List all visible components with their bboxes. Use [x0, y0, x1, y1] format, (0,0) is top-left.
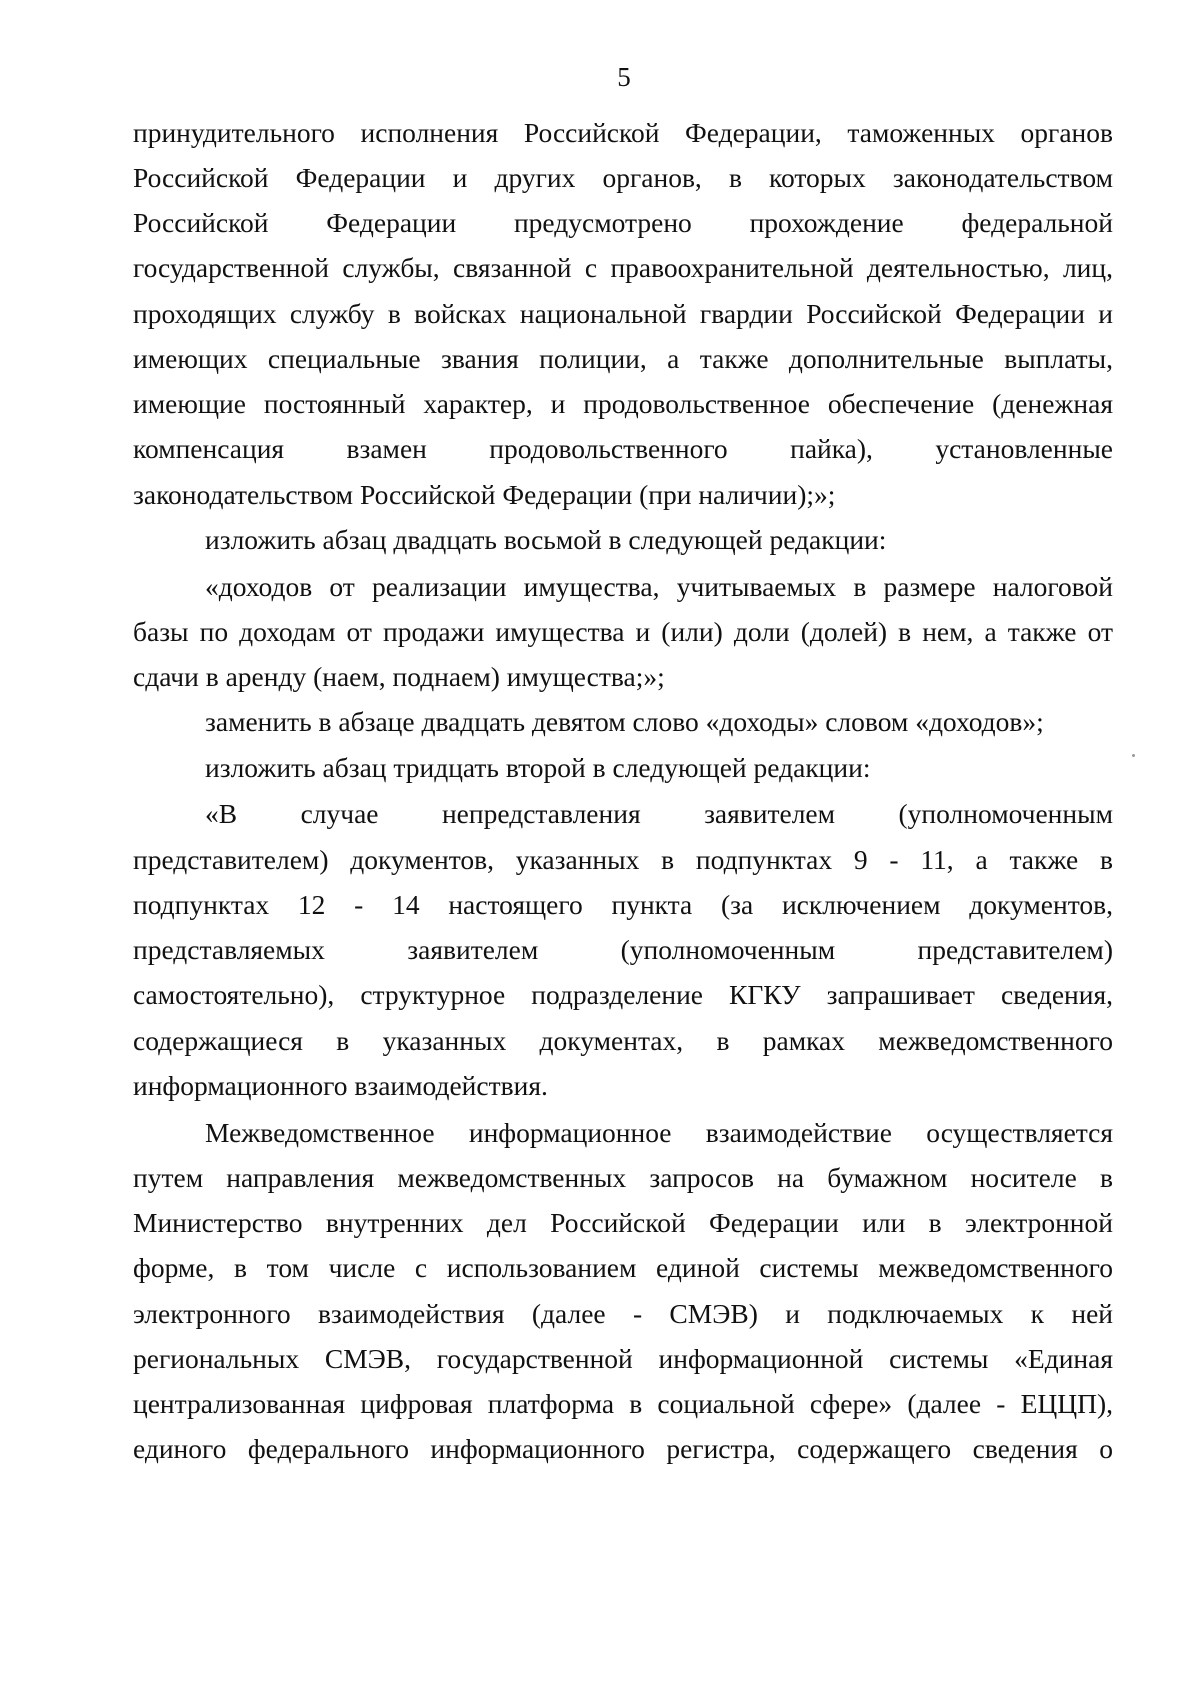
text-line: имеющие постоянный характер, и продовольственное обеспечение (денежная — [133, 388, 1113, 419]
text-line: проходящих службу в войсках национальной гвардии Российской Федерации и — [133, 298, 1113, 329]
text-line: принудительного исполнения Российской Федерации, таможенных органов — [133, 117, 1113, 148]
text-line: изложить абзац тридцать второй в следующей редакции: — [205, 752, 871, 783]
text-line: «В случае непредставления заявителем (уполномоченным — [205, 798, 1113, 829]
text-line: форме, в том числе с использованием единой системы межведомственного — [133, 1252, 1113, 1283]
text-line: представляемых заявителем (уполномоченным представителем) — [133, 934, 1113, 965]
page-number: 5 — [617, 62, 631, 92]
text-line: компенсация взамен продовольственного пайка), установленные — [133, 433, 1113, 464]
text-line: изложить абзац двадцать восьмой в следующей редакции: — [205, 524, 887, 555]
scan-speck — [1132, 754, 1135, 757]
text-line: самостоятельно), структурное подразделение КГКУ запрашивает сведения, — [133, 979, 1113, 1010]
text-line: содержащиеся в указанных документах, в рамках межведомственного — [133, 1025, 1113, 1056]
text-line: путем направления межведомственных запросов на бумажном носителе в — [133, 1162, 1113, 1193]
text-line: региональных СМЭВ, государственной информационной системы «Единая — [133, 1343, 1113, 1374]
text-line: Российской Федерации предусмотрено прохождение федеральной — [133, 207, 1113, 238]
text-line: информационного взаимодействия. — [133, 1070, 548, 1101]
text-line: Межведомственное информационное взаимодействие осуществляется — [205, 1117, 1113, 1148]
text-line: электронного взаимодействия (далее - СМЭВ) и подключаемых к ней — [133, 1298, 1113, 1329]
text-line: Министерство внутренних дел Российской Федерации или в электронной — [133, 1207, 1113, 1238]
text-line: государственной службы, связанной с правоохранительной деятельностью, лиц, — [133, 252, 1113, 283]
text-line: базы по доходам от продажи имущества и (или) доли (долей) в нем, а также от — [133, 616, 1113, 647]
text-line: централизованная цифровая платформа в социальной сфере» (далее - ЕЦЦП), — [133, 1388, 1113, 1419]
text-line: законодательством Российской Федерации (при наличии);»; — [133, 479, 836, 510]
text-line: подпунктах 12 - 14 настоящего пункта (за исключением документов, — [133, 889, 1113, 920]
text-line: представителем) документов, указанных в подпунктах 9 - 11, а также в — [133, 844, 1113, 875]
text-line: заменить в абзаце двадцать девятом слово «доходы» словом «доходов»; — [205, 706, 1044, 737]
text-line: «доходов от реализации имущества, учитываемых в размере налоговой — [205, 571, 1113, 602]
text-line: имеющих специальные звания полиции, а также дополнительные выплаты, — [133, 343, 1113, 374]
text-line: единого федерального информационного регистра, содержащего сведения о — [133, 1433, 1113, 1464]
text-line: Российской Федерации и других органов, в которых законодательством — [133, 162, 1113, 193]
text-line: сдачи в аренду (наем, поднаем) имущества;»; — [133, 661, 665, 692]
